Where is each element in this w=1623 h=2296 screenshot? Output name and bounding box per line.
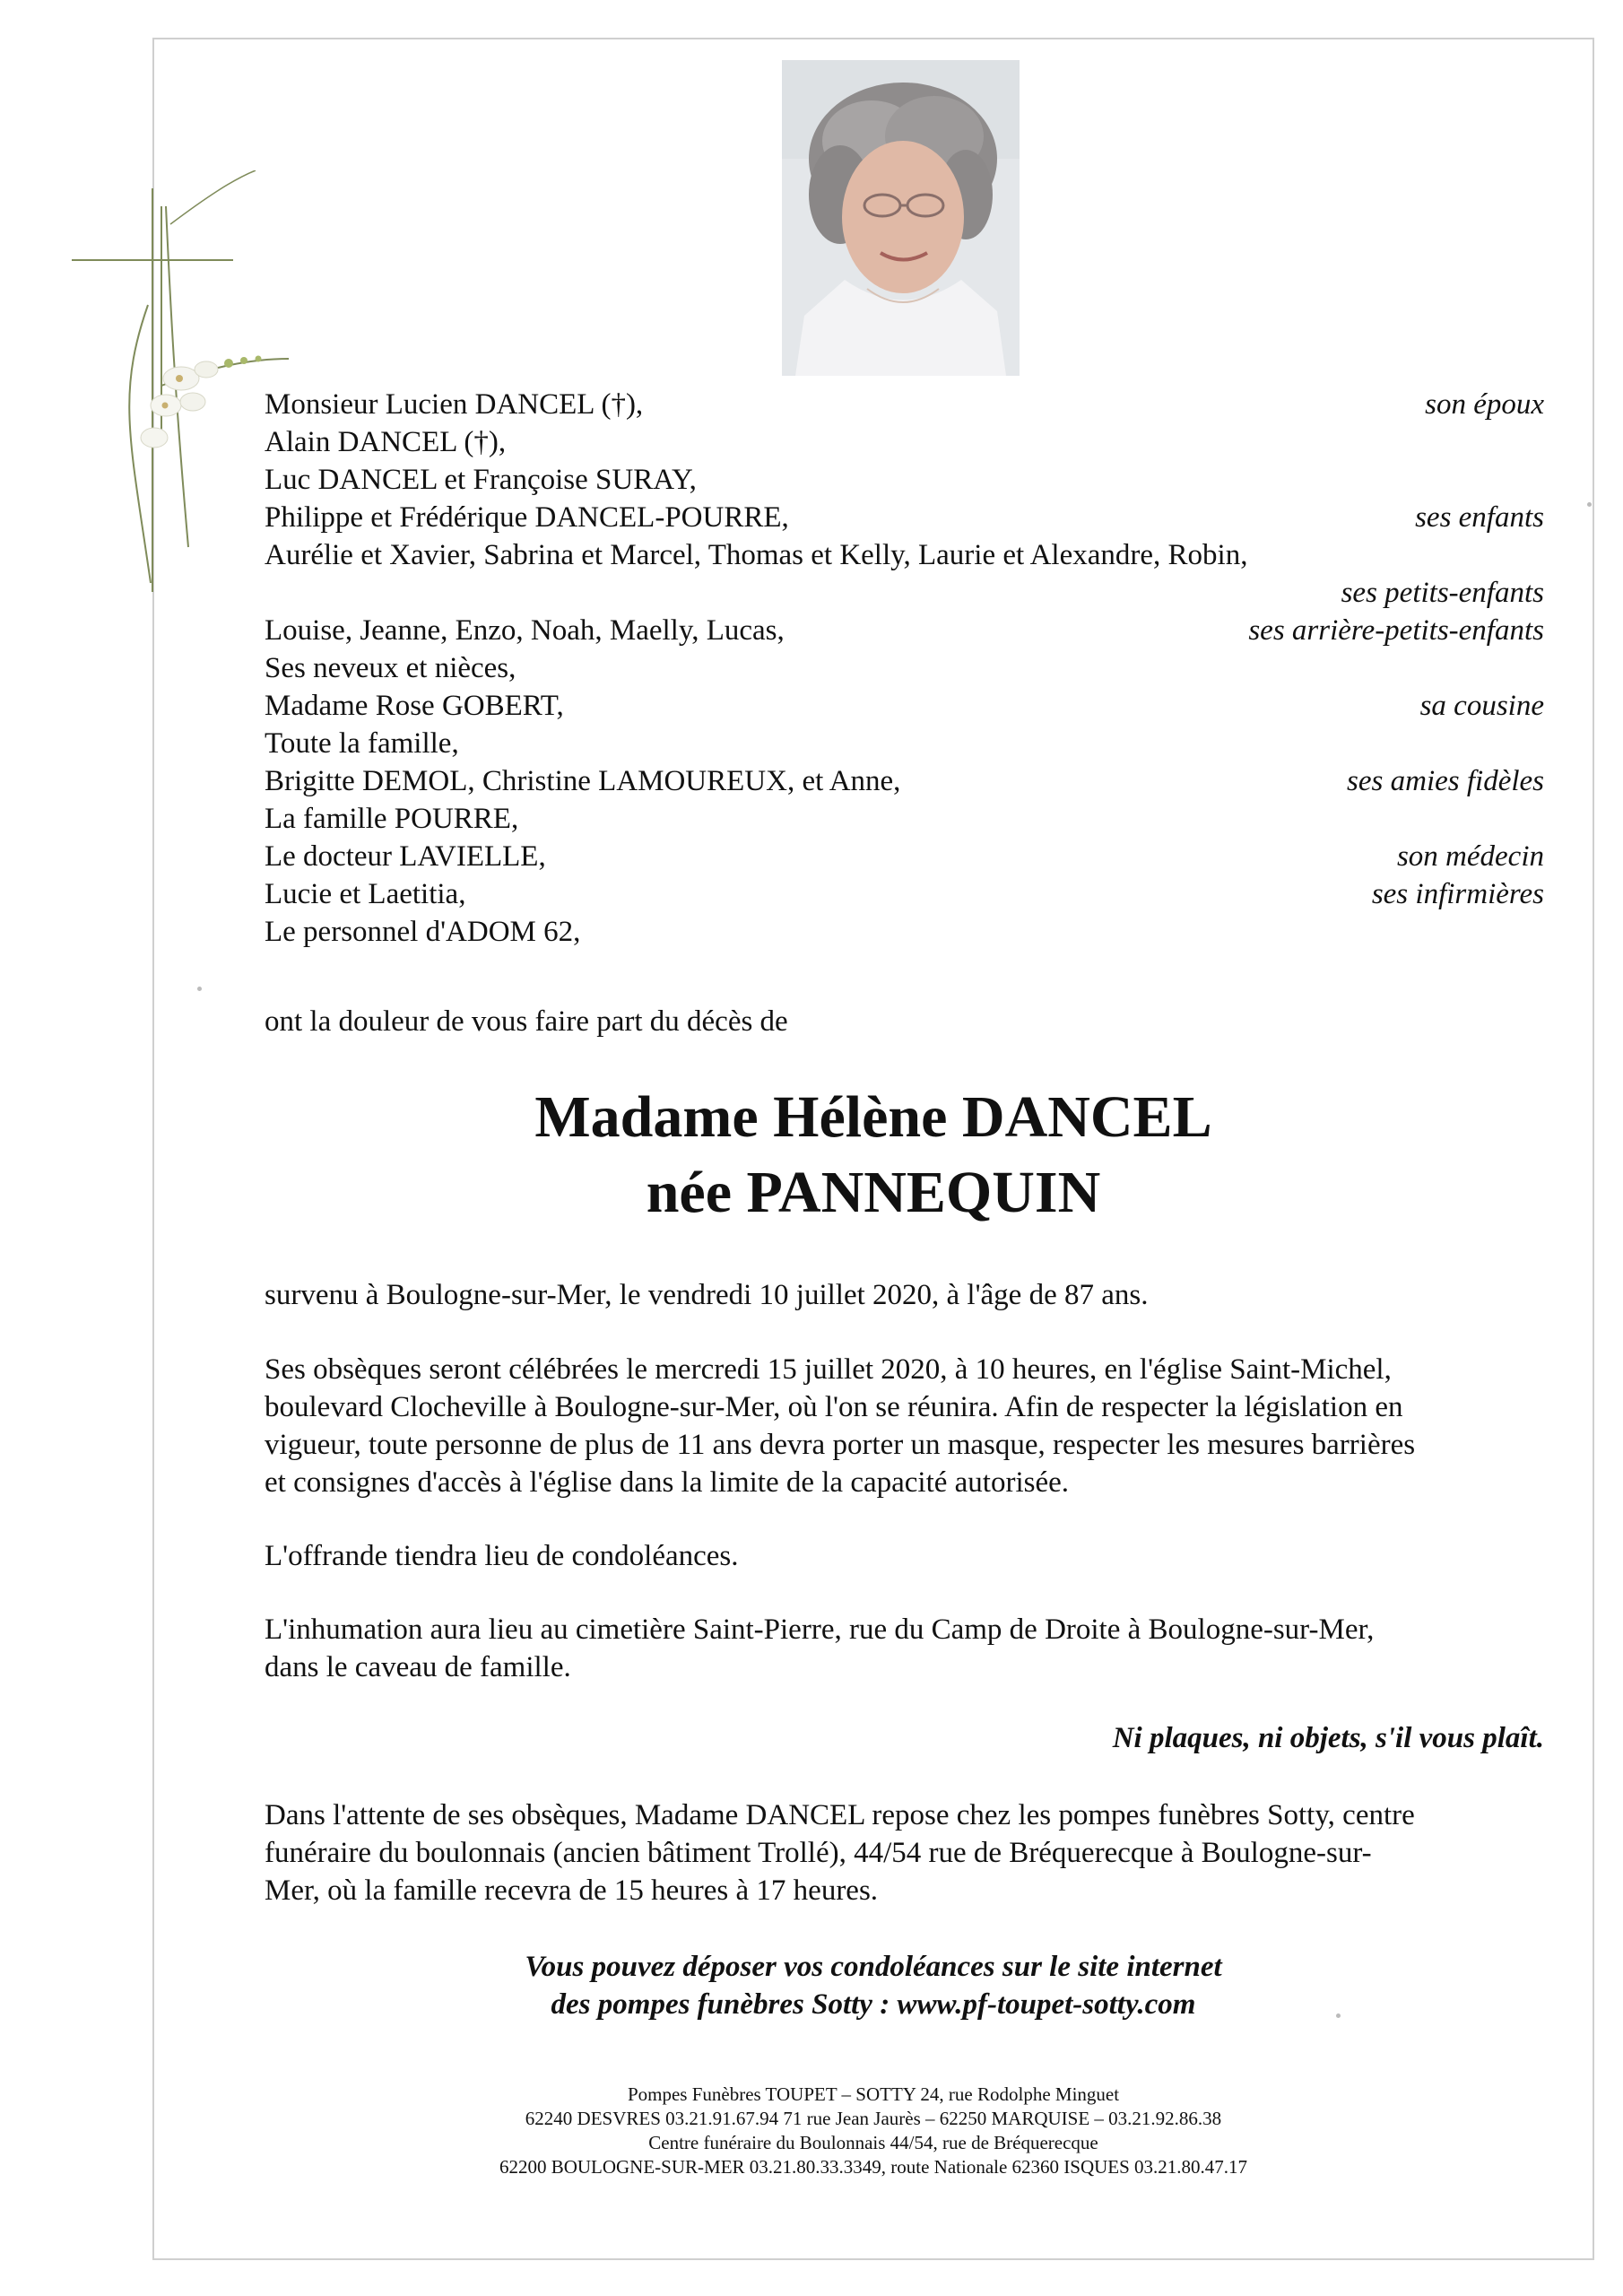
- announcer-name: Madame Rose GOBERT,: [265, 690, 564, 722]
- announcer-role: ses infirmières: [1371, 878, 1544, 910]
- death-paragraph: survenu à Boulogne-sur-Mer, le vendredi 10 juillet 2020, à l'âge de 87 ans.: [265, 1279, 1149, 1311]
- no-plaques-notice: Ni plaques, ni objets, s'il vous plaît.: [1112, 1722, 1544, 1754]
- announcer-name: Alain DANCEL (†),: [265, 426, 507, 458]
- rest-line: Dans l'attente de ses obsèques, Madame DANCEL repose chez les pompes funèbres Sotty, centre: [265, 1799, 1415, 1831]
- announcer-role: ses petits-enfants: [1341, 577, 1544, 609]
- rest-line: Mer, où la famille recevra de 15 heures à 17 heures.: [265, 1874, 879, 1907]
- scan-speck: [1336, 2013, 1341, 2018]
- announcer-row: [265, 574, 1544, 612]
- funeral-line: boulevard Clocheville à Boulogne-sur-Mer, où l'on se réunira. Afin de respecter la législation en: [265, 1391, 1403, 1423]
- announcer-row: [265, 687, 1544, 725]
- announcer-role: ses amies fidèles: [1347, 765, 1544, 797]
- announcer-row: [265, 875, 1544, 913]
- announcer-name: Le personnel d'ADOM 62,: [265, 916, 581, 948]
- burial-line: dans le caveau de famille.: [265, 1651, 571, 1683]
- footer-line: Pompes Funèbres TOUPET – SOTTY 24, rue Rodolphe Minguet: [627, 2083, 1120, 2105]
- announcer-name: La famille POURRE,: [265, 803, 519, 835]
- footer-line: 62200 BOULOGNE-SUR-MER 03.21.80.33.3349, route Nationale 62360 ISQUES 03.21.80.47.17: [499, 2156, 1248, 2178]
- footer-line: Centre funéraire du Boulonnais 44/54, rue de Bréquerecque: [648, 2132, 1098, 2153]
- announcer-role: ses arrière-petits-enfants: [1248, 614, 1544, 647]
- announcer-row: [265, 461, 1544, 499]
- announcer-row: [265, 725, 1544, 762]
- announcer-row: [265, 499, 1544, 536]
- announcer-row: [265, 800, 1544, 838]
- website-line: des pompes funèbres Sotty : www.pf-toupet-sotty.com: [551, 1988, 1196, 2021]
- announcer-row: [265, 649, 1544, 687]
- offering-paragraph: L'offrande tiendra lieu de condoléances.: [265, 1540, 739, 1572]
- footer-line: 62240 DESVRES 03.21.91.67.94 71 rue Jean Jaurès – 62250 MARQUISE – 03.21.92.86.38: [525, 2108, 1222, 2129]
- announcer-name: Ses neveux et nièces,: [265, 652, 516, 684]
- announcer-name: Toute la famille,: [265, 727, 459, 760]
- announcer-name: Louise, Jeanne, Enzo, Noah, Maelly, Lucas,: [265, 614, 785, 647]
- announcer-row: [265, 536, 1544, 574]
- burial-line: L'inhumation aura lieu au cimetière Saint-Pierre, rue du Camp de Droite à Boulogne-sur-Mer,: [265, 1613, 1375, 1646]
- funeral-line: Ses obsèques seront célébrées le mercredi 15 juillet 2020, à 10 heures, en l'église Saint-Michel,: [265, 1353, 1392, 1386]
- funeral-line: vigueur, toute personne de plus de 11 ans devra porter un masque, respecter les mesures barrières: [265, 1429, 1416, 1461]
- announcer-name: Aurélie et Xavier, Sabrina et Marcel, Thomas et Kelly, Laurie et Alexandre, Robin,: [265, 539, 1248, 571]
- announcer-row: [265, 838, 1544, 875]
- announcer-row: [265, 612, 1544, 649]
- scan-speck: [197, 987, 202, 991]
- announcer-name: Luc DANCEL et Françoise SURAY,: [265, 464, 697, 496]
- portrait-photo: [782, 60, 1020, 376]
- announcer-row: [265, 913, 1544, 951]
- announcer-name: Le docteur LAVIELLE,: [265, 840, 546, 873]
- announcer-role: sa cousine: [1419, 690, 1544, 722]
- announcer-row: [265, 386, 1544, 423]
- deceased-maiden-name: née PANNEQUIN: [646, 1160, 1101, 1225]
- announcer-name: Philippe et Frédérique DANCEL-POURRE,: [265, 501, 789, 534]
- announcer-name: Monsieur Lucien DANCEL (†),: [265, 388, 644, 421]
- rest-line: funéraire du boulonnais (ancien bâtiment Trollé), 44/54 rue de Bréquerecque à Boulogne-sur-: [265, 1837, 1372, 1869]
- announcer-name: Lucie et Laetitia,: [265, 878, 466, 910]
- announcer-role: ses enfants: [1415, 501, 1544, 534]
- announcer-row: [265, 762, 1544, 800]
- announcer-role: son époux: [1425, 388, 1544, 421]
- website-line: Vous pouvez déposer vos condoléances sur le site internet: [525, 1951, 1222, 1983]
- deceased-name: Madame Hélène DANCEL: [534, 1084, 1212, 1150]
- announcer-name: Brigitte DEMOL, Christine LAMOUREUX, et Anne,: [265, 765, 901, 797]
- scan-speck: [1587, 502, 1592, 507]
- funeral-line: et consignes d'accès à l'église dans la limite de la capacité autorisée.: [265, 1466, 1070, 1499]
- cross-icon: [63, 170, 296, 601]
- orchid-icon: [141, 356, 262, 448]
- announcer-row: [265, 423, 1544, 461]
- announcer-role: son médecin: [1396, 840, 1544, 873]
- intro-text: ont la douleur de vous faire part du décès de: [265, 1005, 788, 1038]
